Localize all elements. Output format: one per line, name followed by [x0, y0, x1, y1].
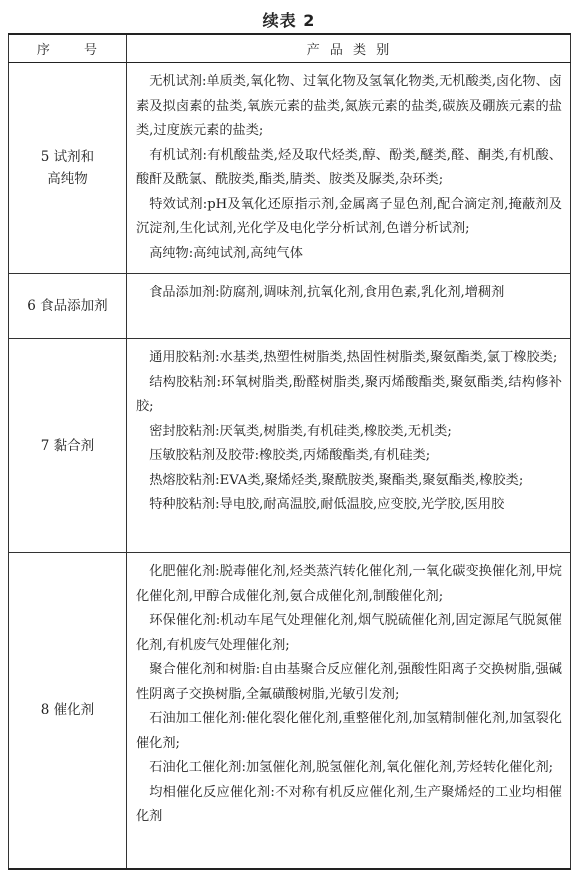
description-paragraph: 聚合催化剂和树脂:自由基聚合反应催化剂,强酸性阳离子交换树脂,强碱性阴离子交换树脂,全氟磺酸树脂,光敏引发剂;: [136, 662, 562, 702]
table-header-row: [9, 34, 571, 63]
description-paragraph: 压敏胶粘剂及胶带:橡胶类,丙烯酸酯类,有机硅类;: [149, 448, 431, 463]
category-line: 高纯物: [47, 171, 88, 187]
description-paragraph: 密封胶粘剂:厌氧类,树脂类,有机硅类,橡胶类,无机类;: [149, 423, 452, 439]
category-cell: 6 食品添加剂: [9, 274, 127, 339]
description-paragraph: 高纯物:高纯试剂,高纯气体: [149, 245, 303, 261]
category-cell: [9, 63, 127, 274]
description-paragraph: 石油化工催化剂:加氢催化剂,脱氢催化剂,氧化催化剂,芳烃转化催化剂;: [149, 760, 554, 775]
description-paragraph: 均相催化反应催化剂:不对称有机反应催化剂,生产聚烯烃的工业均相催化剂: [136, 784, 562, 824]
header-seq: 序 号: [9, 34, 127, 63]
table-row: [9, 553, 571, 869]
category-cell: 7 黏合剂: [9, 339, 127, 553]
description-cell: [127, 553, 571, 869]
description-paragraph: 特效试剂:pH及氧化还原指示剂,金属离子显色剂,配合滴定剂,掩蔽剂及沉淀剂,生化试剂,光化学及电化学分析试剂,色谱分析试剂;: [136, 196, 562, 236]
header-category: 产 品 类 别: [127, 34, 571, 63]
description-paragraph: 结构胶粘剂:环氧树脂类,酚醛树脂类,聚丙烯酸酯类,聚氨酯类,结构修补胶;: [136, 374, 562, 414]
table-row: [9, 274, 571, 339]
description-paragraph: 食品添加剂:防腐剂,调味剂,抗氧化剂,食用色素,乳化剂,增稠剂: [149, 285, 505, 300]
table-row: [9, 63, 571, 274]
product-category-table: [8, 33, 571, 870]
description-cell: [127, 274, 571, 339]
description-paragraph: 石油加工催化剂:催化裂化催化剂,重整催化剂,加氢精制催化剂,加氢裂化催化剂;: [136, 711, 562, 751]
description-paragraph: 无机试剂:单质类,氧化物、过氧化物及氢氧化物类,无机酸类,卤化物、卤素及拟卤素的盐类,氧族元素的盐类,氮族元素的盐类,碳族及硼族元素的盐类,过度族元素的盐类;: [136, 74, 562, 138]
description-paragraph: 通用胶粘剂:水基类,热塑性树脂类,热固性树脂类,聚氨酯类,氯丁橡胶类;: [149, 350, 558, 365]
description-paragraph: 有机试剂:有机酸盐类,烃及取代烃类,醇、酚类,醚类,醛、酮类,有机酸、酸酐及酰氯、酰胺类,酯类,腈类、胺类及脲类,杂环类;: [136, 147, 562, 187]
description-cell: [127, 63, 571, 274]
table-row: [9, 339, 571, 553]
description-paragraph: 环保催化剂:机动车尾气处理催化剂,烟气脱硫催化剂,固定源尾气脱氮催化剂,有机废气处理催化剂;: [136, 613, 562, 653]
category-line: 5 试剂和: [40, 149, 95, 165]
category-cell: 8 催化剂: [9, 553, 127, 869]
description-paragraph: 化肥催化剂:脱毒催化剂,烃类蒸汽转化催化剂,一氧化碳变换催化剂,甲烷化催化剂,甲醇合成催化剂,氨合成催化剂,制酸催化剂;: [136, 564, 562, 604]
description-cell: [127, 339, 571, 553]
description-paragraph: 特种胶粘剂:导电胶,耐高温胶,耐低温胶,应变胶,光学胶,医用胶: [149, 497, 505, 512]
table-title: 续表 2: [262, 11, 316, 30]
description-paragraph: 热熔胶粘剂:EVA类,聚烯烃类,聚酰胺类,聚酯类,聚氨酯类,橡胶类;: [149, 472, 524, 488]
